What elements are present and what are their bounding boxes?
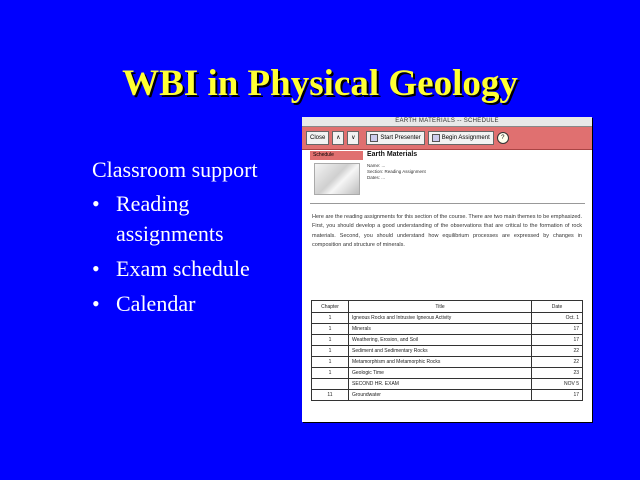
bullet-icon: •	[92, 191, 100, 216]
cell-chapter: 11	[312, 390, 349, 401]
cell-date: 22	[532, 346, 583, 357]
cell-title[interactable]: Groundwater	[349, 390, 532, 401]
help-icon[interactable]: ?	[497, 132, 509, 144]
cell-date: 22	[532, 357, 583, 368]
divider	[310, 203, 585, 204]
window-title: EARTH MATERIALS -- SCHEDULE	[302, 117, 592, 127]
table-row	[312, 346, 583, 357]
cell-date: 23	[532, 368, 583, 379]
cell-date: Oct. 1	[532, 313, 583, 324]
bullet-icon: •	[92, 256, 100, 281]
cell-chapter: 1	[312, 335, 349, 346]
header-title: Title	[349, 301, 532, 313]
cell-title[interactable]: Igneous Rocks and Intrusive Igneous Activity	[349, 313, 532, 324]
meta-line: Dates: ...	[367, 175, 386, 180]
cell-title[interactable]: Minerals	[349, 324, 532, 335]
cell-chapter: 1	[312, 368, 349, 379]
bullet-list-container	[92, 155, 286, 324]
bullet-item-exam	[92, 254, 286, 284]
cell-date: 17	[532, 324, 583, 335]
cell-chapter: 1	[312, 357, 349, 368]
cell-chapter: 1	[312, 324, 349, 335]
cell-chapter: 1	[312, 313, 349, 324]
table-row	[312, 313, 583, 324]
cell-title[interactable]: Sediment and Sedimentary Rocks	[349, 346, 532, 357]
start-presenter-button[interactable]	[366, 131, 424, 145]
meta-line: Name: ...	[367, 163, 386, 168]
rock-thumbnail-image	[314, 163, 360, 195]
up-arrow-button[interactable]	[332, 131, 344, 145]
cell-title[interactable]: Weathering, Erosion, and Soil	[349, 335, 532, 346]
presenter-icon	[370, 134, 378, 142]
down-arrow-button[interactable]	[347, 131, 359, 145]
cell-title: SECOND HR. EXAM	[349, 379, 532, 390]
cell-title[interactable]: Geologic Time	[349, 368, 532, 379]
table-row	[312, 335, 583, 346]
cell-date: NOV 5	[532, 379, 583, 390]
bullet-item-calendar	[92, 289, 286, 319]
bullet-item-reading	[92, 189, 286, 249]
header-chapter: Chapter	[312, 301, 349, 313]
close-button[interactable]: Close	[306, 131, 329, 145]
cell-title[interactable]: Metamorphism and Metamorphic Rocks	[349, 357, 532, 368]
cell-date: 17	[532, 335, 583, 346]
bullet-heading: Classroom support	[92, 157, 258, 182]
bullet-icon: •	[92, 291, 100, 316]
assignment-icon	[432, 134, 440, 142]
bullet-text: Calendar	[116, 291, 196, 316]
begin-assignment-button[interactable]	[428, 131, 494, 145]
chevron-up-icon: ∧	[336, 135, 341, 141]
table-row	[312, 379, 583, 390]
chevron-down-icon: ∨	[351, 135, 356, 141]
cell-chapter	[312, 379, 349, 390]
meta-line: Section: Reading Assignment	[367, 169, 426, 174]
schedule-badge: Schedule	[310, 151, 363, 160]
bullet-text: Reading assignments	[116, 191, 224, 246]
cell-chapter: 1	[312, 346, 349, 357]
slide-title: WBI in Physical Geology	[122, 63, 518, 104]
page-meta	[367, 163, 426, 181]
table-row	[312, 368, 583, 379]
bullet-text: Exam schedule	[116, 256, 250, 281]
table-row	[312, 357, 583, 368]
header-date: Date	[532, 301, 583, 313]
cell-date: 17	[532, 390, 583, 401]
page-name: Earth Materials	[367, 151, 418, 158]
table-header-row	[312, 301, 583, 313]
start-presenter-label: Start Presenter	[380, 135, 421, 141]
table-row	[312, 390, 583, 401]
begin-assignment-label: Begin Assignment	[441, 135, 490, 141]
intro-paragraph: Here are the reading assignments for this section of the course. There are two main themes to be emphasized. First, you should develop a good understanding of the observations that are critical to the formation of rock materials. Second, you should understand how equilibrium processes are expressed by changes in composition and structure of minerals.	[312, 214, 582, 248]
table-row	[312, 324, 583, 335]
browser-screenshot	[302, 117, 592, 422]
bullet-list	[92, 189, 286, 319]
toolbar	[302, 127, 592, 150]
schedule-table	[311, 300, 583, 401]
